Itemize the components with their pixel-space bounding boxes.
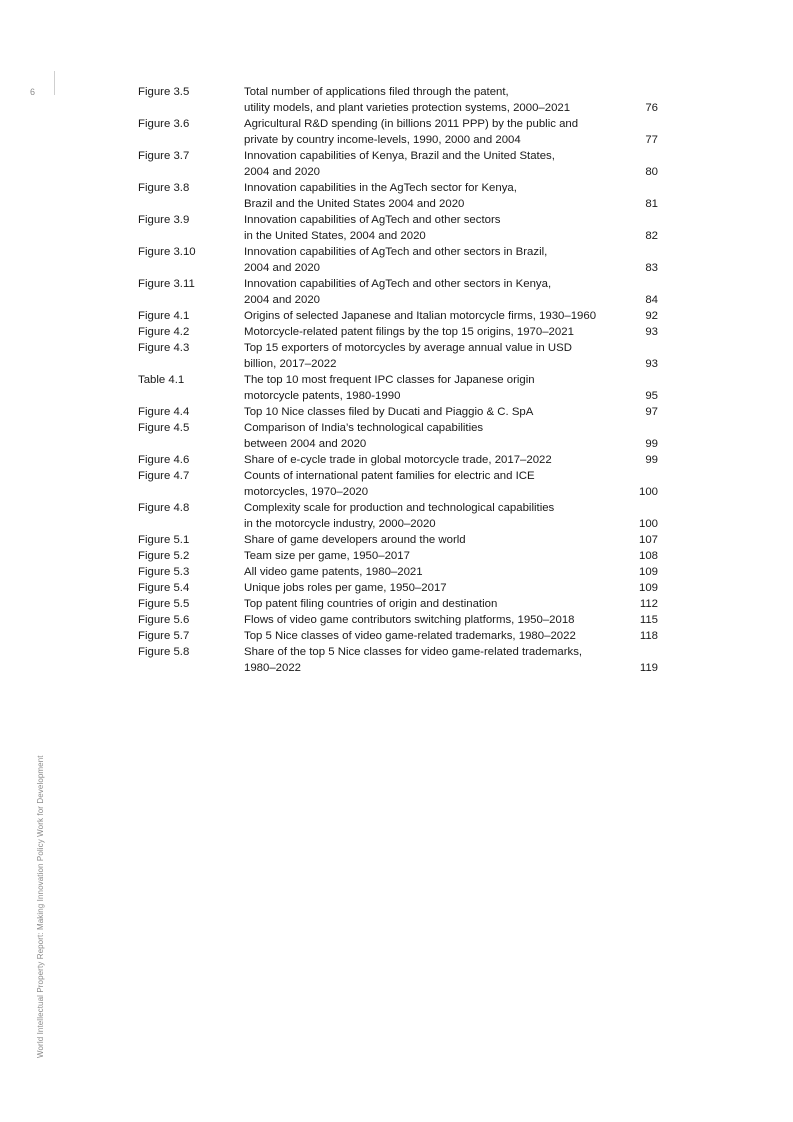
entry-label: Figure 4.5 [138, 422, 190, 434]
entry-page-number: 99 [645, 454, 658, 466]
entry-label: Figure 3.10 [138, 246, 196, 258]
toc-entry [138, 612, 658, 628]
entry-label: Figure 4.6 [138, 454, 190, 466]
toc-entry [138, 468, 658, 500]
toc-entry [138, 84, 658, 116]
entry-title-line: Agricultural R&D spending (in billions 2011 PPP) by the public and [244, 118, 579, 130]
entry-title-line: between 2004 and 2020 [244, 438, 367, 450]
toc-entry [138, 644, 658, 676]
entry-label: Figure 5.3 [138, 566, 190, 578]
entry-label: Figure 3.7 [138, 150, 190, 162]
entry-title [244, 372, 626, 404]
entry-title [244, 180, 626, 212]
entry-label: Figure 4.1 [138, 310, 190, 322]
entry-page-number: 118 [639, 630, 658, 642]
entry-label: Figure 3.11 [138, 278, 195, 290]
entry-title [244, 148, 626, 180]
entry-title [244, 308, 626, 324]
entry-label: Figure 5.6 [138, 614, 190, 626]
entry-title-line: in the United States, 2004 and 2020 [244, 230, 426, 242]
entry-label: Figure 3.9 [138, 214, 190, 226]
entry-page-number: 82 [645, 230, 658, 242]
entry-label: Figure 5.4 [138, 582, 190, 594]
toc-entry [138, 148, 658, 180]
entry-label: Table 4.1 [138, 374, 185, 386]
entry-title [244, 580, 626, 596]
running-title: World Intellectual Property Report: Making Innovation Policy Work for Development [36, 755, 45, 1058]
entry-page-number: 99 [645, 438, 658, 450]
toc-entry [138, 116, 658, 148]
entry-page-number: 83 [645, 262, 658, 274]
entry-title [244, 324, 626, 340]
entry-page-number: 80 [645, 166, 658, 178]
entry-title-line: Top 5 Nice classes of video game-related trademarks, 1980–2022 [244, 630, 576, 642]
entry-label: Figure 4.2 [138, 326, 190, 338]
entry-title [244, 212, 626, 244]
entry-title-line: Counts of international patent families for electric and ICE [244, 470, 535, 482]
entry-title-line: Share of game developers around the world [244, 534, 466, 546]
entry-title [244, 468, 626, 500]
toc-entry [138, 340, 658, 372]
entry-title [244, 276, 626, 308]
entry-title [244, 116, 626, 148]
toc-entry [138, 180, 658, 212]
entry-title-line: Innovation capabilities of AgTech and other sectors [244, 214, 501, 226]
entry-label: Figure 3.6 [138, 118, 190, 130]
entry-label: Figure 4.7 [138, 470, 190, 482]
toc-entry [138, 244, 658, 276]
entry-page-number: 100 [638, 486, 658, 498]
list-of-figures [138, 84, 658, 676]
toc-entry [138, 548, 658, 564]
toc-entry [138, 276, 658, 308]
entry-page-number: 107 [638, 534, 658, 546]
entry-title-line: Origins of selected Japanese and Italian motorcycle firms, 1930–1960 [244, 310, 597, 322]
toc-entry [138, 212, 658, 244]
entry-page-number: 92 [645, 310, 658, 322]
entry-title-line: Share of e-cycle trade in global motorcycle trade, 2017–2022 [244, 454, 552, 466]
entry-page-number: 93 [645, 326, 658, 338]
entry-title-line: Innovation capabilities in the AgTech sector for Kenya, [244, 182, 517, 194]
page-number: 6 [30, 87, 36, 97]
toc-entry [138, 324, 658, 340]
entry-title-line: Motorcycle-related patent filings by the top 15 origins, 1970–2021 [244, 326, 574, 338]
toc-entry [138, 532, 658, 548]
entry-title [244, 404, 626, 420]
entry-title [244, 564, 626, 580]
entry-page-number: 112 [639, 598, 658, 610]
entry-page-number: 100 [638, 518, 658, 530]
toc-entry [138, 628, 658, 644]
entry-page-number: 76 [645, 102, 658, 114]
entry-page-number: 119 [639, 662, 658, 674]
entry-title-line: Comparison of India’s technological capabilities [244, 422, 484, 434]
entry-title-line: 2004 and 2020 [244, 262, 321, 274]
entry-title [244, 84, 626, 116]
toc-entry [138, 372, 658, 404]
entry-page-number: 108 [638, 550, 658, 562]
entry-title-line: Top 15 exporters of motorcycles by average annual value in USD [244, 342, 572, 354]
entry-label: Figure 5.5 [138, 598, 190, 610]
entry-page-number: 115 [639, 614, 658, 626]
entry-page-number: 109 [638, 566, 658, 578]
entry-title-line: motorcycles, 1970–2020 [244, 486, 369, 498]
entry-title-line: Innovation capabilities of AgTech and other sectors in Brazil, [244, 246, 548, 258]
entry-title-line: Top patent filing countries of origin and destination [244, 598, 498, 610]
entry-label: Figure 4.4 [138, 406, 190, 418]
entry-label: Figure 5.1 [138, 534, 190, 546]
entry-title [244, 628, 626, 644]
entry-title-line: billion, 2017–2022 [244, 358, 337, 370]
entry-title-line: in the motorcycle industry, 2000–2020 [244, 518, 436, 530]
entry-title [244, 532, 626, 548]
toc-entry [138, 564, 658, 580]
entry-label: Figure 4.8 [138, 502, 190, 514]
toc-entry [138, 420, 658, 452]
entry-label: Figure 3.5 [138, 86, 190, 98]
entry-title-line: Unique jobs roles per game, 1950–2017 [244, 582, 447, 594]
entry-title [244, 644, 626, 676]
entry-title-line: Complexity scale for production and technological capabilities [244, 502, 555, 514]
entry-title [244, 500, 626, 532]
entry-page-number: 109 [638, 582, 658, 594]
entry-title [244, 452, 626, 468]
entry-label: Figure 4.3 [138, 342, 190, 354]
toc-entry [138, 500, 658, 532]
entry-title-line: Top 10 Nice classes filed by Ducati and Piaggio & C. SpA [244, 406, 534, 418]
entry-title-line: The top 10 most frequent IPC classes for Japanese origin [244, 374, 535, 386]
entry-page-number: 97 [645, 406, 658, 418]
entry-title-line: motorcycle patents, 1980-1990 [244, 390, 401, 402]
entry-title-line: 2004 and 2020 [244, 166, 321, 178]
entry-title-line: Share of the top 5 Nice classes for video game-related trademarks, [244, 646, 583, 658]
entry-title [244, 340, 626, 372]
entry-page-number: 95 [645, 390, 658, 402]
entry-label: Figure 5.8 [138, 646, 190, 658]
entry-title-line: Team size per game, 1950–2017 [244, 550, 410, 562]
entry-label: Figure 3.8 [138, 182, 190, 194]
entry-title [244, 420, 626, 452]
entry-label: Figure 5.7 [138, 630, 190, 642]
entry-title-line: Innovation capabilities of Kenya, Brazil and the United States, [244, 150, 555, 162]
toc-entry [138, 404, 658, 420]
toc-entry [138, 580, 658, 596]
entry-page-number: 93 [645, 358, 658, 370]
toc-entry [138, 452, 658, 468]
entry-page-number: 81 [645, 198, 658, 210]
entry-title [244, 596, 626, 612]
entry-page-number: 77 [645, 134, 658, 146]
entry-title [244, 244, 626, 276]
entry-page-number: 84 [645, 294, 658, 306]
toc-entry [138, 308, 658, 324]
margin-rule [54, 71, 55, 95]
toc-entry [138, 596, 658, 612]
entry-label: Figure 5.2 [138, 550, 190, 562]
entry-title-line: Brazil and the United States 2004 and 2020 [244, 198, 465, 210]
entry-title-line: Flows of video game contributors switching platforms, 1950–2018 [244, 614, 575, 626]
entry-title-line: private by country income-levels, 1990, 2000 and 2004 [244, 134, 521, 146]
entry-title [244, 548, 626, 564]
entry-title-line: Innovation capabilities of AgTech and other sectors in Kenya, [244, 278, 552, 290]
entry-title-line: Total number of applications filed through the patent, [244, 86, 509, 98]
entry-title-line: 1980–2022 [244, 662, 302, 674]
entry-title [244, 612, 626, 628]
entry-title-line: 2004 and 2020 [244, 294, 321, 306]
entry-title-line: All video game patents, 1980–2021 [244, 566, 423, 578]
entry-title-line: utility models, and plant varieties protection systems, 2000–2021 [244, 102, 571, 114]
